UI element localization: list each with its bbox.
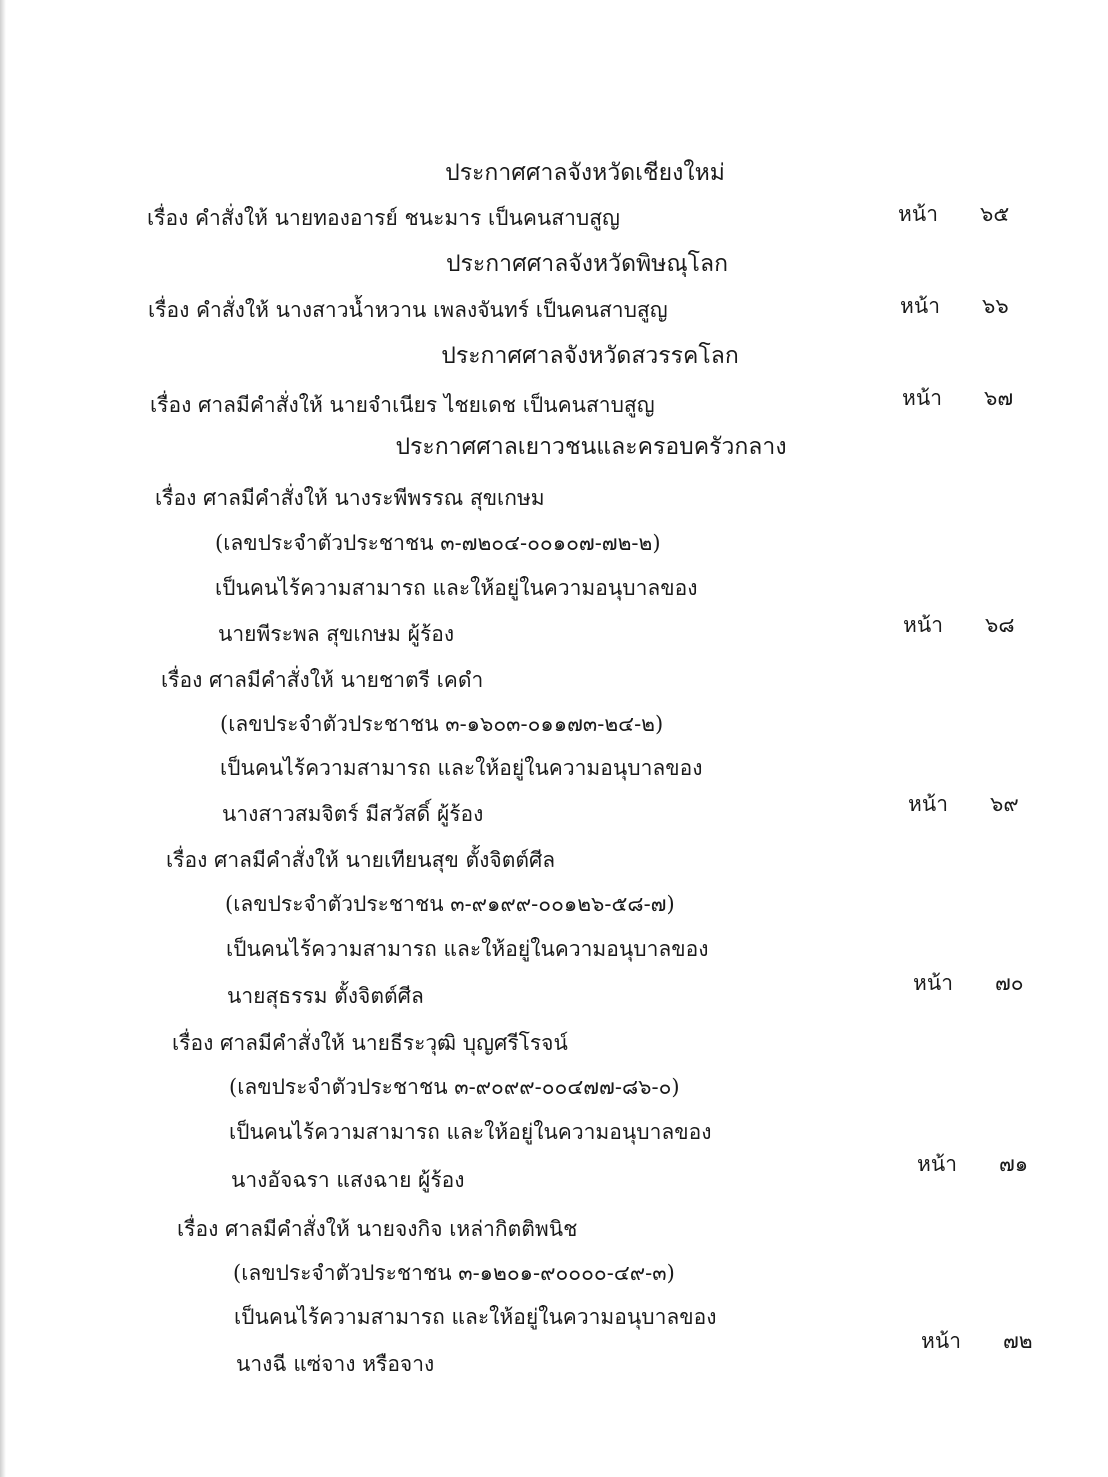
- page-label: หน้า: [917, 1152, 957, 1176]
- page-number: ๖๗: [984, 386, 1014, 410]
- entry-line: (เลขประจำตัวประชาชน ๓-๑๖๐๓-๐๑๑๗๓-๒๔-๒): [220, 712, 664, 736]
- entry-line: เรื่อง ศาลมีคำสั่งให้ นายจงกิจ เหล่ากิตติพนิช: [177, 1217, 578, 1241]
- entry-line: นางฉี แซ่จาง หรือจาง: [236, 1352, 435, 1376]
- page-number: ๗๑: [999, 1152, 1029, 1176]
- page-number: ๖๕: [980, 202, 1010, 226]
- entry-line: นายสุธรรม ตั้งจิตต์ศีล: [227, 984, 424, 1008]
- page-number: ๖๙: [990, 792, 1019, 816]
- page-label: หน้า: [898, 202, 938, 226]
- entry-line: นายพีระพล สุขเกษม ผู้ร้อง: [218, 622, 455, 646]
- entry-line: (เลขประจำตัวประชาชน ๓-๙๑๙๙-๐๐๑๒๖-๕๘-๗): [225, 892, 675, 916]
- entry-line: นางสาวสมจิตร์ มีสวัสดิ์ ผู้ร้อง: [222, 802, 484, 826]
- section-heading-juvenile-family-court: ประกาศศาลเยาวชนและครอบครัวกลาง: [395, 434, 787, 460]
- entry-line: (เลขประจำตัวประชาชน ๓-๑๒๐๑-๙๐๐๐๐-๔๙-๓): [233, 1261, 675, 1285]
- page-number: ๖๖: [982, 294, 1009, 318]
- entry-line: เป็นคนไร้ความสามารถ และให้อยู่ในความอนุบาลของ: [220, 756, 703, 780]
- section-heading-sawankhalok: ประกาศศาลจังหวัดสวรรคโลก: [441, 343, 739, 369]
- entry-line: เรื่อง คำสั่งให้ นางสาวน้ำหวาน เพลงจันทร์ เป็นคนสาบสูญ: [148, 298, 668, 322]
- page-label: หน้า: [913, 971, 953, 995]
- entry-line: เรื่อง ศาลมีคำสั่งให้ นางระพีพรรณ สุขเกษม: [155, 486, 545, 510]
- scan-edge-shadow: [0, 0, 6, 1477]
- entry-line: เรื่อง ศาลมีคำสั่งให้ นายจำเนียร ไชยเดช เป็นคนสาบสูญ: [150, 393, 655, 417]
- page-label: หน้า: [903, 613, 943, 637]
- page-number: ๗๐: [995, 971, 1024, 995]
- page-label: หน้า: [902, 386, 942, 410]
- page-number: ๖๘: [985, 613, 1015, 637]
- page-label: หน้า: [921, 1329, 961, 1353]
- page-label: หน้า: [908, 792, 948, 816]
- entry-line: (เลขประจำตัวประชาชน ๓-๗๒๐๔-๐๐๑๐๗-๗๒-๒): [215, 531, 661, 555]
- entry-line: เรื่อง ศาลมีคำสั่งให้ นายชาตรี เคดำ: [161, 668, 484, 692]
- entry-line: (เลขประจำตัวประชาชน ๓-๙๐๙๙-๐๐๔๗๗-๘๖-๐): [229, 1075, 680, 1099]
- entry-line: เป็นคนไร้ความสามารถ และให้อยู่ในความอนุบาลของ: [234, 1305, 717, 1329]
- entry-line: เรื่อง คำสั่งให้ นายทองอารย์ ชนะมาร เป็นคนสาบสูญ: [147, 206, 620, 230]
- entry-line: นางอัจฉรา แสงฉาย ผู้ร้อง: [231, 1168, 465, 1192]
- entry-line: เป็นคนไร้ความสามารถ และให้อยู่ในความอนุบาลของ: [215, 576, 698, 600]
- page-number: ๗๒: [1003, 1329, 1033, 1353]
- section-heading-chiangmai: ประกาศศาลจังหวัดเชียงใหม่: [445, 160, 725, 186]
- page-label: หน้า: [900, 294, 940, 318]
- entry-line: เรื่อง ศาลมีคำสั่งให้ นายธีระวุฒิ บุญศรีโรจน์: [172, 1031, 568, 1055]
- entry-line: เป็นคนไร้ความสามารถ และให้อยู่ในความอนุบาลของ: [226, 937, 709, 961]
- section-heading-phitsanulok: ประกาศศาลจังหวัดพิษณุโลก: [445, 251, 729, 277]
- entry-line: เรื่อง ศาลมีคำสั่งให้ นายเทียนสุข ตั้งจิตต์ศีล: [166, 848, 556, 872]
- entry-line: เป็นคนไร้ความสามารถ และให้อยู่ในความอนุบาลของ: [229, 1120, 712, 1144]
